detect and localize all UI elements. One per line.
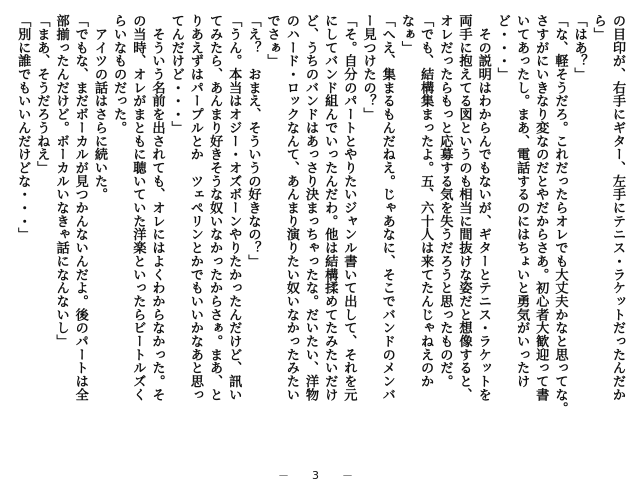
text-line: 「別に誰でもいいんだけどな・・・」 — [15, 14, 31, 241]
vertical-text-block — [15, 14, 627, 454]
text-line: の目印が、右手にギター、左手にテニス・ラケットだったんだか — [610, 14, 625, 402]
text-line: 部揃ったんだけど。ボーカルいなきゃ話になんないし」 — [53, 14, 69, 348]
text-line: てんだけど・・・」 — [168, 14, 184, 135]
text-line: いてあったし。まあ、電話するのにはちょいと勇気がいったけ — [514, 14, 530, 388]
text-line: アイツの話はさらに続いた。 — [91, 14, 107, 201]
text-line: ど・・・」 — [494, 14, 510, 81]
text-line: 「へえ、集まるもんだねえ。じゃあなに、そこでバンドのメンバ — [379, 14, 395, 402]
text-line: 「でもな、まだボーカルが見つかんないんだよ。後のパートは全 — [72, 14, 88, 402]
page-number: － 3 － — [278, 469, 359, 482]
text-line: その説明はわからんでもないが、ギターとテニス・ラケットを — [475, 14, 491, 402]
text-line: ど、うちのバンドはあっさり決まっちゃったな。だいたい、洋物 — [303, 14, 318, 402]
text-line: 「はあ？」 — [571, 14, 587, 81]
text-line: ら」 — [590, 14, 606, 41]
text-line: なぁ」 — [398, 14, 414, 55]
text-line: オレだったらもっと応募する気を失うだろうと思ったものだ。 — [437, 14, 453, 388]
text-line: 「え？ おまえ、そういうの好きなの？」 — [245, 14, 261, 268]
text-line: 両手に抱えてる図というのも相当に間抜けな姿だと想像すると、 — [456, 14, 472, 402]
text-line: てみたら、あんまり好きそうな奴いなかったからさぁ。まあ、と — [207, 14, 223, 402]
text-line: さすがにいきなり変なのだとやだからさあ。初心者大歓迎って書 — [533, 14, 549, 402]
text-line: 「そ。自分のパートとやりたいジャンル書いて出して、それを元 — [341, 14, 357, 402]
text-line: そういう名前を出されても、オレにはよくわからなかった。そ — [149, 14, 165, 402]
text-line: の当時、オレがまともに聴いていた洋楽といったらビートルズく — [130, 14, 146, 402]
text-line: 「でも、結構集まったよ。五、六十人は来てたんじゃねえのか — [418, 14, 434, 388]
text-line: りあえずはパープルとか ツェペリンとかでもいいかなあと思っ — [187, 14, 203, 402]
text-line: のハード・ロックなんて、あんまり演りたい奴いなかったみたい — [283, 14, 299, 402]
text-line: ー見つけたの？」 — [360, 14, 376, 121]
text-line: でさぁ」 — [264, 14, 280, 68]
text-line: 「まあ、そうだろうねえ」 — [34, 14, 50, 175]
text-line: にしてバンド組んでいったんだわ。他は結構揉めてたみたいだけ — [322, 14, 338, 402]
text-line: らいなものだった。 — [111, 14, 127, 135]
text-line: 「うん。本当はオジー・オズボーンやりたかったんだけど、訊い — [226, 14, 242, 402]
text-line: 「な、軽そうだろ。これだったらオレでも大丈夫かなと思ってな。 — [552, 14, 568, 415]
